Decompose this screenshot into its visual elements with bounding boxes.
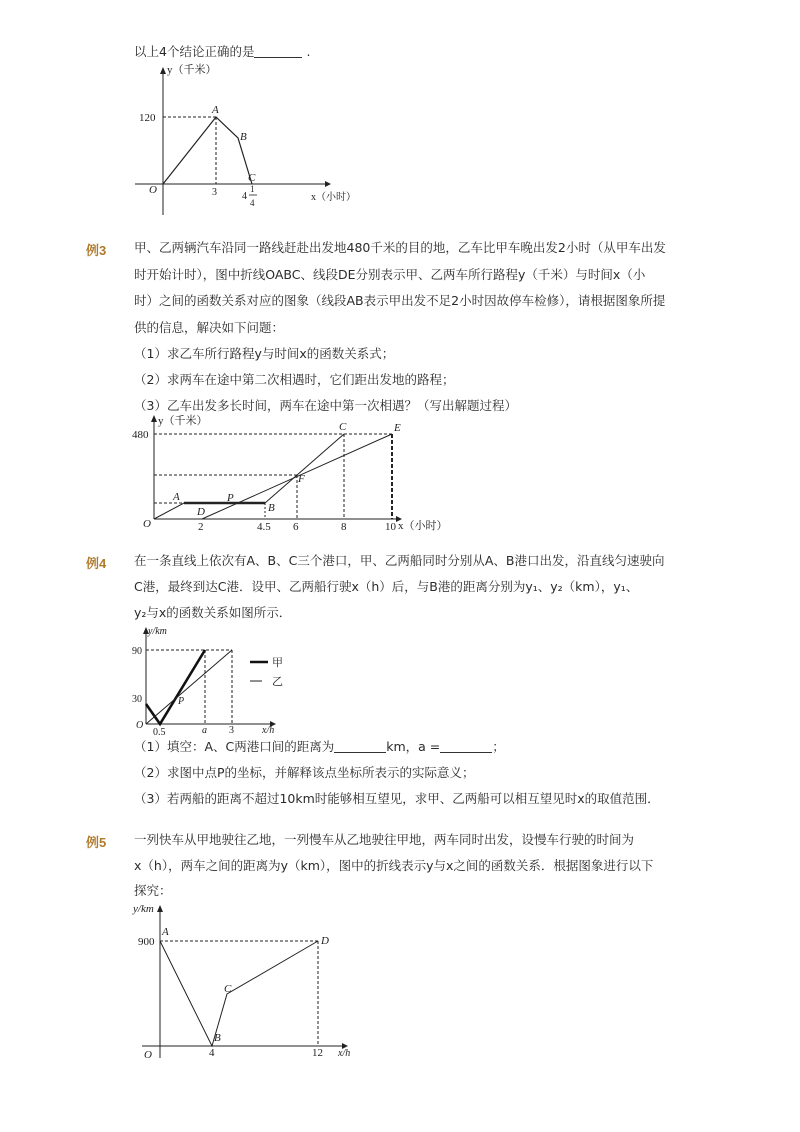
tick-a: a	[202, 725, 207, 736]
y-axis-arrow-icon	[160, 67, 166, 74]
x-axis-label: x（小时）	[398, 520, 448, 532]
ex3-question-3: （3）乙车出发多长时间，两车在途中第一次相遇？（写出解题过程）	[134, 398, 517, 413]
y-axis-label: y（千米）	[158, 415, 208, 427]
tick-3: 3	[229, 725, 234, 736]
tick-frac-num: 1	[250, 184, 255, 194]
tick-480: 480	[132, 429, 149, 441]
graph-3	[132, 412, 460, 537]
example-4-tag: 例4	[86, 556, 107, 571]
tick-4: 4	[242, 191, 247, 202]
x-axis-arrow-icon	[325, 181, 331, 187]
x-axis-label: x（小时）	[311, 192, 356, 203]
point-A-label: A	[212, 104, 219, 116]
example-3-tag: 例3	[86, 243, 107, 258]
ex3-line-2: 时开始计时），图中折线OABC、线段DE分别表示甲、乙两车所行路程y（千米）与时间x（小	[134, 267, 646, 282]
ex4-question-2: （2）求图中点P的坐标，并解释该点坐标所表示的实际意义；	[134, 765, 475, 780]
point-B-label: B	[214, 1032, 221, 1044]
point-E-label: E	[394, 422, 401, 434]
y-axis-label: y（千米）	[167, 64, 217, 76]
point-B-label: B	[240, 131, 247, 143]
ex4-line-1: 在一条直线上依次有A、B、C三个港口，甲、乙两船同时分别从A、B港口出发，沿直线匀速驶向	[134, 553, 665, 568]
tick-12: 12	[312, 1047, 323, 1059]
path-ABCD	[160, 941, 318, 1046]
y-axis-label: y/km	[133, 903, 154, 915]
ex4-q1-part-c: ；	[492, 739, 505, 754]
path-OABC	[163, 117, 252, 184]
tick-3: 3	[212, 187, 217, 198]
tick-90: 90	[132, 646, 142, 657]
ex3-question-1: （1）求乙车所行路程y与时间x的函数关系式；	[134, 346, 395, 361]
tick-4: 4	[209, 1047, 215, 1059]
point-B-label: B	[268, 502, 275, 514]
ex4-question-3: （3）若两船的距离不超过10km时能够相互望见，求甲、乙两船可以相互望见时x的取值范围．	[134, 791, 660, 806]
ex3-line-3: 时）之间的函数关系对应的图象（线段AB表示甲出发不足2小时因故停车检修），请根据图象所提	[134, 293, 666, 308]
point-F-label: F	[298, 473, 305, 485]
graph-4	[132, 620, 302, 738]
example-5-tag: 例5	[86, 835, 107, 850]
y-axis-label: y/km	[148, 626, 167, 637]
point-A-label: A	[162, 926, 169, 938]
tick-120: 120	[139, 112, 156, 124]
x-axis-label: x/h	[338, 1048, 351, 1059]
origin-label: O	[144, 1049, 152, 1061]
graph-5	[132, 898, 372, 1063]
legend-yi: 乙	[272, 676, 283, 688]
tick-10: 10	[385, 521, 396, 533]
point-P-label: P	[227, 492, 234, 504]
intro-text: 以上4个结论正确的是	[134, 44, 255, 59]
ex5-line-3: 探究：	[134, 883, 172, 898]
line-yi	[146, 650, 232, 724]
tick-8: 8	[341, 521, 347, 533]
ex3-line-4: 供的信息，解决如下问题：	[134, 320, 285, 335]
blank-a	[440, 740, 492, 753]
answer-blank	[254, 45, 302, 58]
point-C-label: C	[224, 983, 232, 995]
line-jia	[146, 650, 205, 724]
tick-4-5: 4.5	[257, 521, 271, 533]
ex3-line-1: 甲、乙两辆汽车沿同一路线赶赴出发地480千米的目的地，乙车比甲车晚出发2小时（从甲车出发	[134, 240, 666, 255]
blank-distance	[334, 740, 386, 753]
ex5-line-2: x（h），两车之间的距离为y（km），图中的折线表示y与x之间的函数关系．根据图象进行以下	[134, 858, 654, 873]
point-D-label: D	[197, 506, 205, 518]
tick-0-5: 0.5	[153, 727, 166, 738]
y-axis-arrow-icon	[157, 905, 163, 912]
point-C-label: C	[339, 421, 347, 433]
ex3-question-2: （2）求两车在途中第二次相遇时，它们距出发地的路程；	[134, 372, 455, 387]
ex5-line-1: 一列快车从甲地驶往乙地，一列慢车从乙地驶往甲地，两车同时出发，设慢车行驶的时间为	[134, 832, 635, 847]
y-axis-arrow-icon	[151, 415, 157, 422]
tick-frac-den: 4	[250, 198, 255, 208]
tick-2: 2	[198, 521, 204, 533]
origin-label: O	[136, 720, 144, 731]
point-D-label: D	[321, 935, 329, 947]
ex4-line-3: y₂与x的函数关系如图所示．	[134, 605, 292, 620]
point-C-label: C	[248, 172, 256, 184]
tick-30: 30	[132, 694, 142, 705]
point-P-label: P	[178, 696, 185, 707]
x-axis-label: x/h	[262, 725, 275, 736]
point-A-label: A	[173, 491, 180, 503]
tick-6: 6	[293, 521, 299, 533]
intro-question	[134, 44, 310, 60]
ex4-question-1	[134, 739, 505, 755]
graph-1	[125, 60, 356, 220]
ex4-q1-part-a: （1）填空：A、C两港口间的距离为	[134, 739, 335, 754]
origin-label: O	[149, 184, 157, 196]
tick-900: 900	[138, 936, 155, 948]
path-OABC	[154, 434, 344, 519]
origin-label: O	[143, 518, 151, 530]
ex4-line-2: C港，最终到达C港．设甲、乙两船行驶x（h）后，与B港的距离分别为y₁、y₂（km），y₁、	[134, 579, 639, 594]
legend-jia: 甲	[272, 657, 283, 669]
intro-end: .	[306, 44, 311, 59]
ex4-q1-part-b: km，a =	[386, 739, 441, 754]
